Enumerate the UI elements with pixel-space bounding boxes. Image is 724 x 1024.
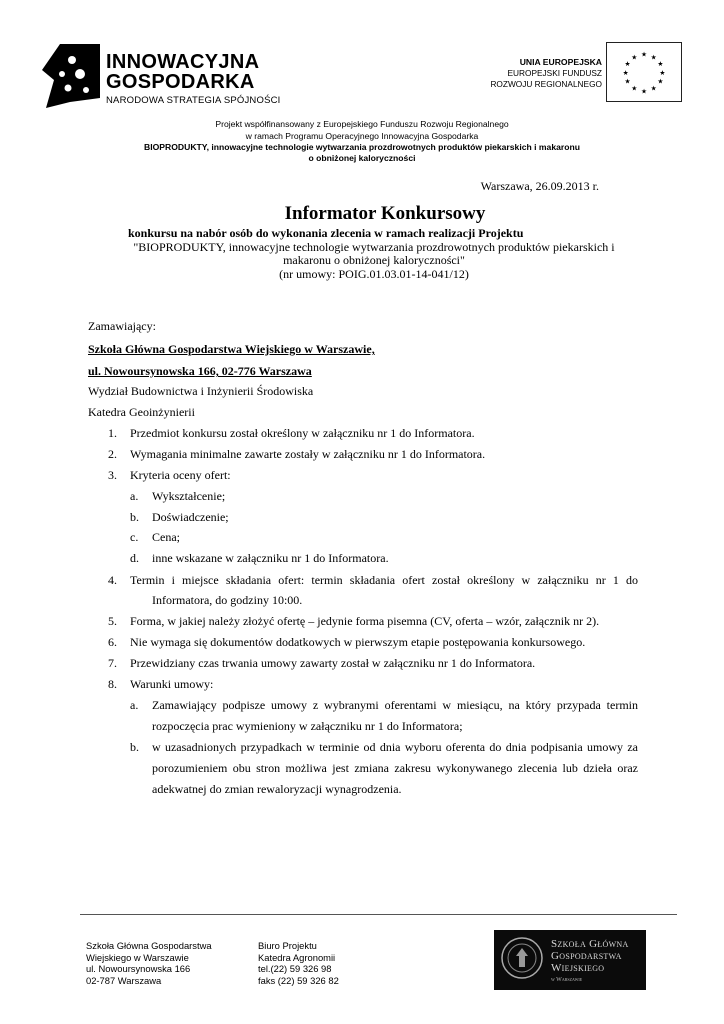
sggw-line4: w Warszawie [551, 977, 583, 983]
list-item: Przewidziany czas trwania umowy zawarty został w załączniku nr 1 do Informatora. [130, 656, 536, 670]
list-item-number: 6. [108, 635, 117, 649]
criteria-number: b. [130, 510, 139, 524]
footer-address-line: Wiejskiego w Warszawie [86, 951, 189, 963]
svg-text:★: ★ [631, 53, 638, 62]
condition-item: w uzasadnionych przypadkach w terminie od dnia wyboru oferenta do dnia podpisania umowy za [152, 740, 638, 754]
svg-text:★: ★ [650, 84, 657, 93]
ordering-party-faculty: Wydział Budownictwa i Inżynierii Środowiska [88, 384, 314, 398]
list-item: Przedmiot konkursu został określony w załączniku nr 1 do Informatora. [130, 426, 475, 440]
criteria-item: Wykształcenie; [152, 489, 226, 503]
svg-text:★: ★ [624, 77, 631, 86]
svg-text:★: ★ [640, 87, 648, 96]
document-date: Warszawa, 26.09.2013 r. [480, 179, 599, 193]
footer-address [86, 940, 212, 986]
project-line1: Projekt współfinansowany z Europejskiego Funduszu Rozwoju Regionalnego [215, 119, 509, 129]
footer-contact-line: Biuro Projektu [258, 940, 317, 951]
footer-contact-line: Katedra Agronomii [258, 951, 336, 963]
svg-text:★: ★ [657, 60, 664, 69]
footer-contact-line: tel.(22) 59 326 98 [258, 963, 332, 975]
list-item-number: 8. [108, 677, 117, 691]
list-item: Forma, w jakiej należy złożyć ofertę – jedynie forma pisemna (CV, oferta – wzór, załącznik nr 2). [130, 614, 600, 628]
sggw-line3: Wiejskiego [551, 962, 605, 974]
footer-contact [258, 940, 339, 986]
list-item-number: 5. [108, 614, 117, 628]
list-item: Nie wymaga się dokumentów dodatkowych w pierwszym etapie postępowania konkursowego. [130, 635, 586, 649]
project-line4: o obniżonej kaloryczności [308, 153, 416, 163]
sggw-logo [494, 930, 646, 990]
condition-item-continuation: adekwatnej do zmian rewaloryzacji wynagrodzenia. [152, 782, 402, 796]
document-title: Informator Konkursowy [284, 203, 486, 224]
criteria-number: d. [130, 551, 139, 565]
condition-number: a. [130, 698, 139, 712]
svg-text:★: ★ [650, 53, 657, 62]
sggw-line1: Szkoła Główna [551, 938, 629, 950]
footer-address-line: Szkoła Główna Gospodarstwa [86, 940, 212, 951]
svg-text:★: ★ [622, 68, 629, 77]
criteria-item: Doświadczenie; [152, 510, 229, 524]
list-item: Warunki umowy: [130, 677, 214, 691]
criteria-number: c. [130, 530, 139, 544]
list-item-continuation: Informatora, do godziny 10:00. [152, 593, 303, 607]
svg-text:★: ★ [659, 68, 666, 77]
innowacyjna-gospodarka-logo [40, 38, 290, 113]
subtitle-line1: konkursu na nabór osób do wykonania zlecenia w ramach realizacji Projektu [128, 226, 524, 240]
list-item-number: 4. [108, 573, 117, 587]
condition-number: b. [130, 740, 139, 754]
criteria-number: a. [130, 489, 139, 503]
list-item-number: 3. [108, 468, 117, 482]
eu-flag-icon [606, 42, 682, 102]
condition-item: Zamawiający podpisze umowy z wybranymi oferentami w miesiącu, na który przypada termin [152, 698, 638, 712]
svg-text:★: ★ [640, 50, 648, 59]
footer-contact-line: faks (22) 59 326 82 [258, 974, 339, 986]
list-item: Wymagania minimalne zawarte zostały w załączniku nr 1 do Informatora. [130, 447, 486, 461]
ig-logo-mark-icon [40, 40, 102, 110]
svg-text:★: ★ [624, 60, 631, 69]
svg-text:★: ★ [631, 84, 638, 93]
ig-title-line2: GOSPODARKA [106, 71, 255, 93]
ig-subtitle: NARODOWA STRATEGIA SPÓJNOŚCI [106, 95, 281, 106]
list-item-number: 7. [108, 656, 117, 670]
footer-divider [80, 914, 677, 915]
condition-item-continuation: rozpoczęcia prac wymieniony w załączniku nr 1 do Informatora; [152, 719, 463, 733]
ordering-party-address: ul. Nowoursynowska 166, 02-776 Warszawa [88, 364, 312, 378]
footer-address-line: 02-787 Warszawa [86, 974, 162, 986]
project-line2: w ramach Programu Operacyjnego Innowacyjna Gospodarka [245, 131, 479, 141]
eu-line3: ROZWOJU REGIONALNEGO [490, 79, 602, 89]
svg-text:★: ★ [657, 77, 664, 86]
subtitle-line4: (nr umowy: POIG.01.03.01-14-041/12) [279, 267, 469, 281]
ordering-party-name: Szkoła Główna Gospodarstwa Wiejskiego w Warszawie, [88, 342, 375, 356]
sggw-line2: Gospodarstwa [551, 950, 622, 962]
eu-logo [474, 40, 684, 106]
ordering-party-department: Katedra Geoinżynierii [88, 405, 195, 419]
subtitle-line2: "BIOPRODUKTY, innowacyjne technologie wytwarzania prozdrowotnych produktów piekarskich i [133, 240, 615, 254]
list-item: Termin i miejsce składania ofert: termin składania ofert został określony w załączniku nr 1 do [130, 573, 638, 587]
eu-line1: UNIA EUROPEJSKA [519, 57, 602, 67]
list-item: Kryteria oceny ofert: [130, 468, 231, 482]
project-line3: BIOPRODUKTY, innowacyjne technologie wytwarzania prozdrowotnych produktów piekarskich i makaronu [144, 142, 580, 152]
footer-address-line: ul. Nowoursynowska 166 [86, 963, 191, 975]
condition-item-continuation: porozumieniem obu stron możliwa jest zmiana zakresu wykonywanego zlecenia lub dzieła oraz [152, 761, 638, 775]
criteria-item: Cena; [152, 530, 180, 544]
criteria-item: inne wskazane w załączniku nr 1 do Informatora. [152, 551, 389, 565]
ig-title-line1: INNOWACYJNA [106, 51, 260, 73]
subtitle-line3: makaronu o obniżonej kaloryczności" [283, 253, 465, 267]
eu-line2: EUROPEJSKI FUNDUSZ [507, 68, 602, 78]
ordering-party-label: Zamawiający: [88, 319, 156, 333]
list-item-number: 2. [108, 447, 117, 461]
list-item-number: 1. [108, 426, 117, 440]
sggw-seal-icon [500, 936, 544, 980]
